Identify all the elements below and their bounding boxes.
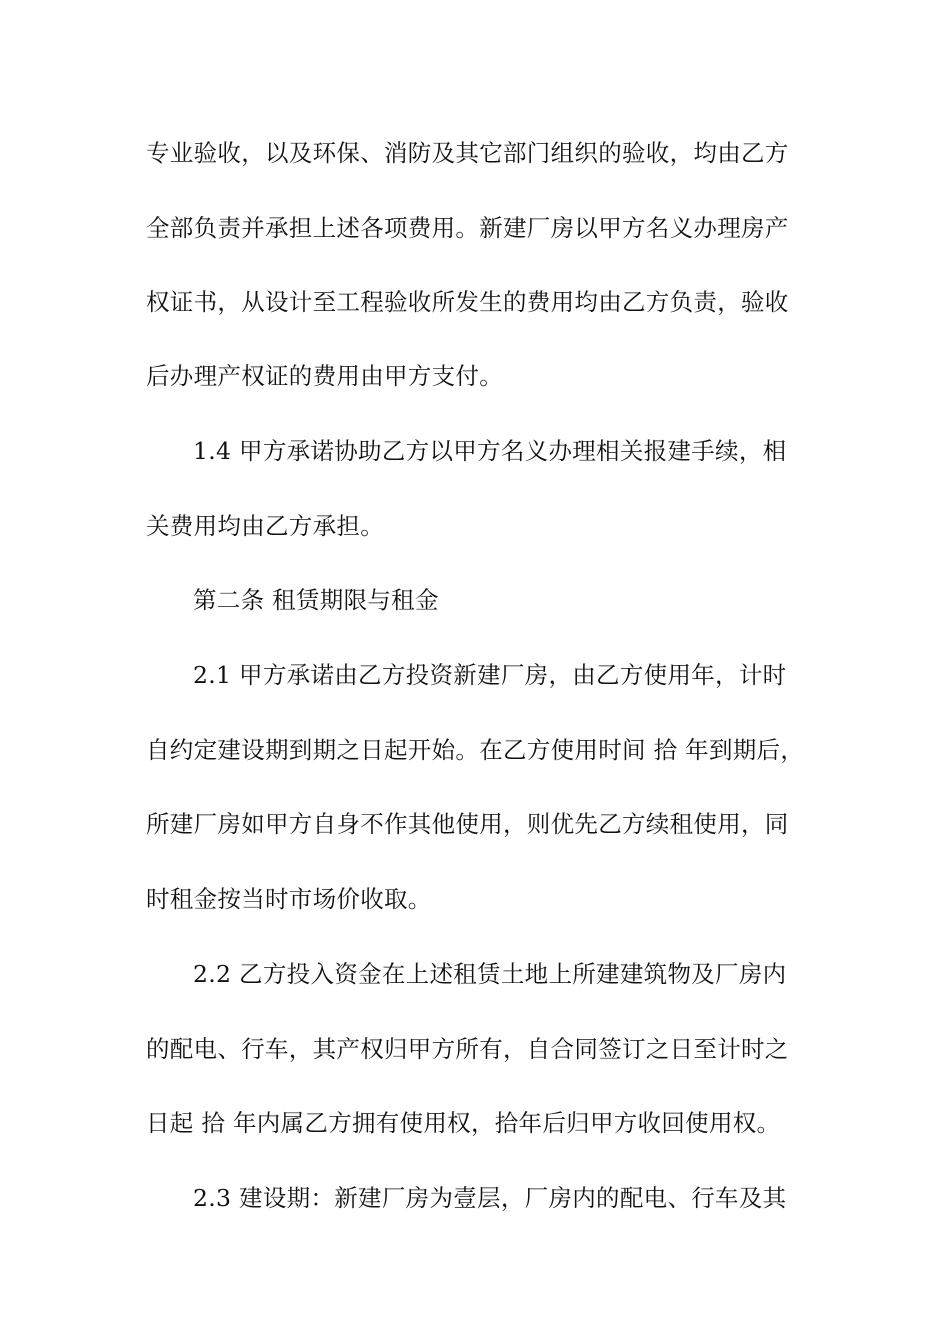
article-heading: 第二条 租赁期限与租金 bbox=[193, 586, 439, 614]
clause-1-4: 1.4 甲方承诺协助乙方以甲方名义办理相关报建手续，相 bbox=[193, 437, 787, 465]
text-line-10: 所建厂房如甲方自身不作其他使用，则优先乙方续租使用，同 bbox=[146, 810, 789, 838]
text-line-9: 自约定建设期到期之日起开始。在乙方使用时间 拾 年到期后， bbox=[146, 736, 805, 764]
text-line-13: 的配电、行车，其产权归甲方所有，自合同签订之日至计时之 bbox=[146, 1035, 789, 1063]
text-line-14: 日起 拾 年内属乙方拥有使用权，拾年后归甲方收回使用权。 bbox=[146, 1109, 781, 1137]
clause-2-2: 2.2 乙方投入资金在上述租赁土地上所建建筑物及厂房内 bbox=[193, 960, 787, 988]
clause-2-3: 2.3 建设期：新建厂房为壹层，厂房内的配电、行车及其 bbox=[193, 1184, 787, 1212]
text-line-2: 全部负责并承担上述各项费用。新建厂房以甲方名义办理房产 bbox=[146, 214, 789, 242]
text-line-1: 专业验收，以及环保、消防及其它部门组织的验收，均由乙方 bbox=[146, 139, 789, 167]
text-line-4: 后办理产权证的费用由甲方支付。 bbox=[146, 362, 503, 390]
text-line-3: 权证书，从设计至工程验收所发生的费用均由乙方负责，验收 bbox=[146, 288, 789, 316]
clause-2-1: 2.1 甲方承诺由乙方投资新建厂房，由乙方使用年，计时 bbox=[193, 661, 787, 689]
text-line-6: 关费用均由乙方承担。 bbox=[146, 512, 384, 540]
text-line-11: 时租金按当时市场价收取。 bbox=[146, 885, 432, 913]
